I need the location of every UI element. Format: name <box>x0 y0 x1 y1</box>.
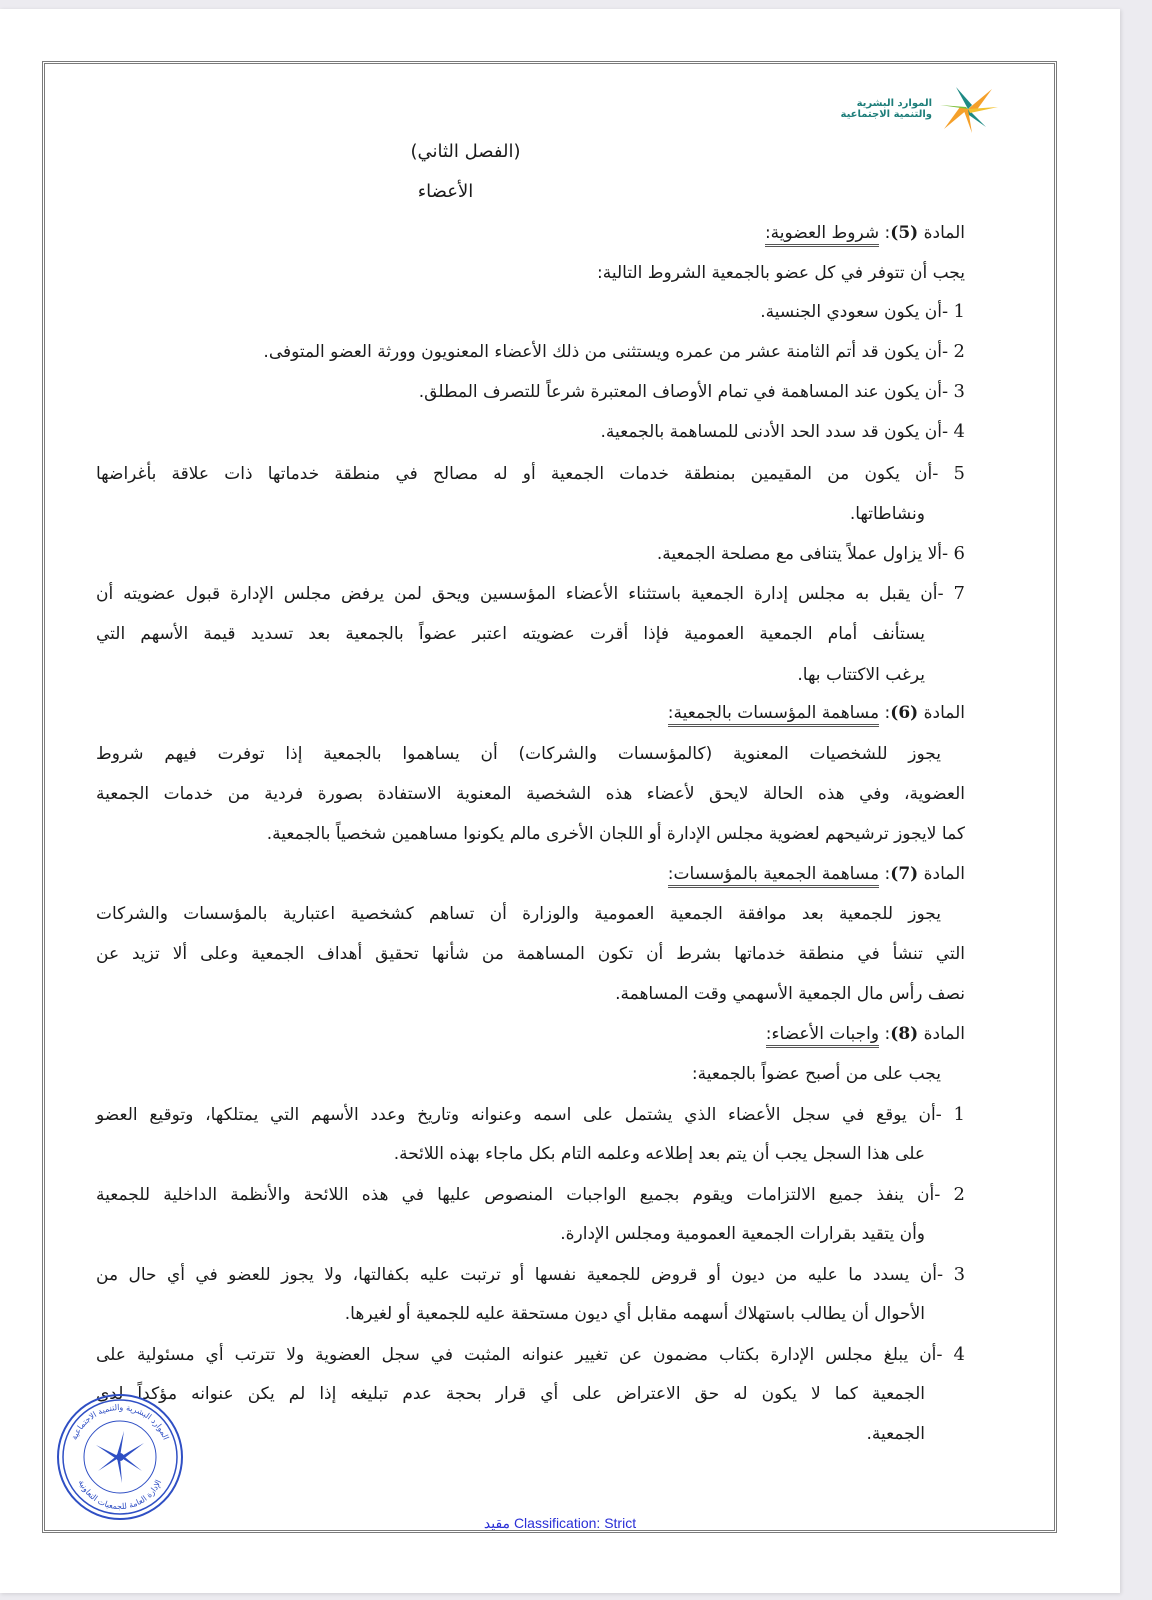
article-8-intro: يجب على من أصبح عضواً بالجمعية: <box>691 1064 941 1084</box>
article-title: واجبات الأعضاء: <box>766 1024 879 1048</box>
article-number: (8) <box>890 1024 919 1044</box>
stamp-top-text: الموارد البشرية والتنمية الاجتماعية <box>69 1402 171 1442</box>
classification-label: Classification: Strict <box>513 1515 637 1531</box>
list-item: 1 -أن يكون سعودي الجنسية. <box>760 301 965 322</box>
list-item: 2 -أن ينفذ جميع الالتزامات ويقوم بجميع الواجبات المنصوص عليها في هذه اللائحة والأنظمة الداخلية للجمعية <box>96 1184 965 1205</box>
document-page <box>0 9 1120 1593</box>
article-6-heading: المادة (6): مساهمة المؤسسات بالجمعية: <box>96 703 965 723</box>
list-item: 2 -أن يكون قد أتم الثامنة عشر من عمره ويستثنى من ذلك الأعضاء المعنويون وورثة العضو المتوفى. <box>263 341 965 362</box>
chapter-title: (الفصل الثاني) <box>410 141 521 162</box>
list-item-continuation: ونشاطاتها. <box>849 504 925 524</box>
logo-line-2: والتنمية الاجتماعية <box>840 109 932 120</box>
list-item-continuation: الأحوال أن يطالب باستهلاك أسهمه مقابل أي ديون مستحقة عليه للجمعية أو لغيرها. <box>344 1304 925 1324</box>
article-7-paragraph-line: التي تنشأ في منطقة خدماتها بشرط أن تكون المساهمة من شأنها تحقيق أهداف الجمعية وعلى ألا تزيد عن <box>96 944 965 964</box>
list-item: 6 -ألا يزاول عملاً يتنافى مع مصلحة الجمعية. <box>656 543 965 564</box>
list-item: 4 -أن يكون قد سدد الحد الأدنى للمساهمة بالجمعية. <box>600 421 965 442</box>
ministry-logo <box>841 83 1001 135</box>
logo-line-1: الموارد البشرية <box>856 98 932 109</box>
article-title: مساهمة الجمعية بالمؤسسات: <box>668 864 879 888</box>
article-number: (7) <box>890 864 919 884</box>
classification-label-ar: مقيد <box>483 1515 511 1531</box>
list-item-continuation: الجمعية كما لا يكون له حق الاعتراض على أي قرار بحجة عدم تبليغه إذا لم يكن عنوانه مؤكداً لدى <box>96 1384 925 1404</box>
list-item: 3 -أن يكون عند المساهمة في تمام الأوصاف المعتبرة شرعاً للتصرف المطلق. <box>418 381 965 402</box>
list-item-continuation: على هذا السجل يجب أن يتم بعد إطلاعه وعلمه التام بكل ماجاء بهذه اللائحة. <box>393 1144 925 1164</box>
article-7-heading: المادة (7): مساهمة الجمعية بالمؤسسات: <box>96 864 965 884</box>
article-title: مساهمة المؤسسات بالجمعية: <box>668 703 879 727</box>
svg-text:الموارد البشرية والتنمية الاجت <box>70 1403 171 1441</box>
article-6-paragraph-line: كما لايجوز ترشيحهم لعضوية مجلس الإدارة أو اللجان الأخرى مالم يكونوا مساهمين شخصياً بالجمعية. <box>266 824 965 844</box>
chapter-subtitle: الأعضاء <box>417 181 474 202</box>
article-prefix: المادة <box>923 703 965 723</box>
article-number: (5) <box>890 223 919 243</box>
article-5-intro: يجب أن تتوفر في كل عضو بالجمعية الشروط التالية: <box>597 263 965 283</box>
article-6-paragraph-line: يجوز للشخصيات المعنوية (كالمؤسسات والشركات) أن يساهموا بالجمعية إذا توفرت فيهم شروط <box>96 744 941 764</box>
list-item: 1 -أن يوقع في سجل الأعضاء الذي يشتمل على اسمه وعنوانه وتاريخ وعدد الأسهم التي يمتلكها، وتوقيع العضو <box>96 1104 965 1125</box>
article-prefix: المادة <box>923 864 965 884</box>
list-item-continuation: يستأنف أمام الجمعية العمومية فإذا أقرت عضويته اعتبر عضواً بالجمعية بعد تسديد قيمة الأسهم التي <box>96 624 925 644</box>
ministry-star-logo-icon <box>936 83 1000 135</box>
list-item-continuation: الجمعية. <box>866 1424 925 1444</box>
article-number: (6) <box>890 703 919 723</box>
list-item-continuation: يرغب الاكتتاب بها. <box>797 665 925 685</box>
list-item-continuation: وأن يتقيد بقرارات الجمعية العمومية ومجلس الإدارة. <box>560 1224 925 1244</box>
classification-footer <box>0 1515 1120 1532</box>
article-6-paragraph-line: العضوية، وفي هذه الحالة لايحق لأعضاء هذه الشخصية المعنوية الاستفادة بصورة فردية من خدمات الجمعية <box>96 784 965 804</box>
list-item: 5 -أن يكون من المقيمين بمنطقة خدمات الجمعية أو له مصالح في منطقة خدماتها ذات علاقة بأغراضها <box>96 463 965 484</box>
article-8-heading: المادة (8): واجبات الأعضاء: <box>96 1024 965 1044</box>
article-title: شروط العضوية: <box>765 223 879 247</box>
article-7-paragraph-line: يجوز للجمعية بعد موافقة الجمعية العمومية والوزارة أن تساهم كشخصية اعتبارية بالمؤسسات والشركات <box>96 904 941 924</box>
official-stamp-icon <box>55 1392 185 1522</box>
article-5-heading: المادة (5): شروط العضوية: <box>96 223 965 243</box>
stamp-bottom-text: الإدارة العامة للجمعيات التعاونية <box>76 1478 164 1512</box>
list-item: 7 -أن يقبل به مجلس إدارة الجمعية باستثناء الأعضاء المؤسسين ويحق لمن يرفض مجلس الإدارة قبول عضويته أن <box>96 583 965 604</box>
article-prefix: المادة <box>923 1024 965 1044</box>
article-7-paragraph-line: نصف رأس مال الجمعية الأسهمي وقت المساهمة. <box>615 984 965 1004</box>
list-item: 3 -أن يسدد ما عليه من ديون أو قروض للجمعية نفسها أو ترتبت عليه بكفالتها، ولا يجوز للعضو في أي حال من <box>96 1264 966 1285</box>
list-item: 4 -أن يبلغ مجلس الإدارة بكتاب مضمون عن تغيير عنوانه المثبت في سجل العضوية ولا تترتب أي مسئولية على <box>96 1344 965 1365</box>
article-prefix: المادة <box>923 223 965 243</box>
